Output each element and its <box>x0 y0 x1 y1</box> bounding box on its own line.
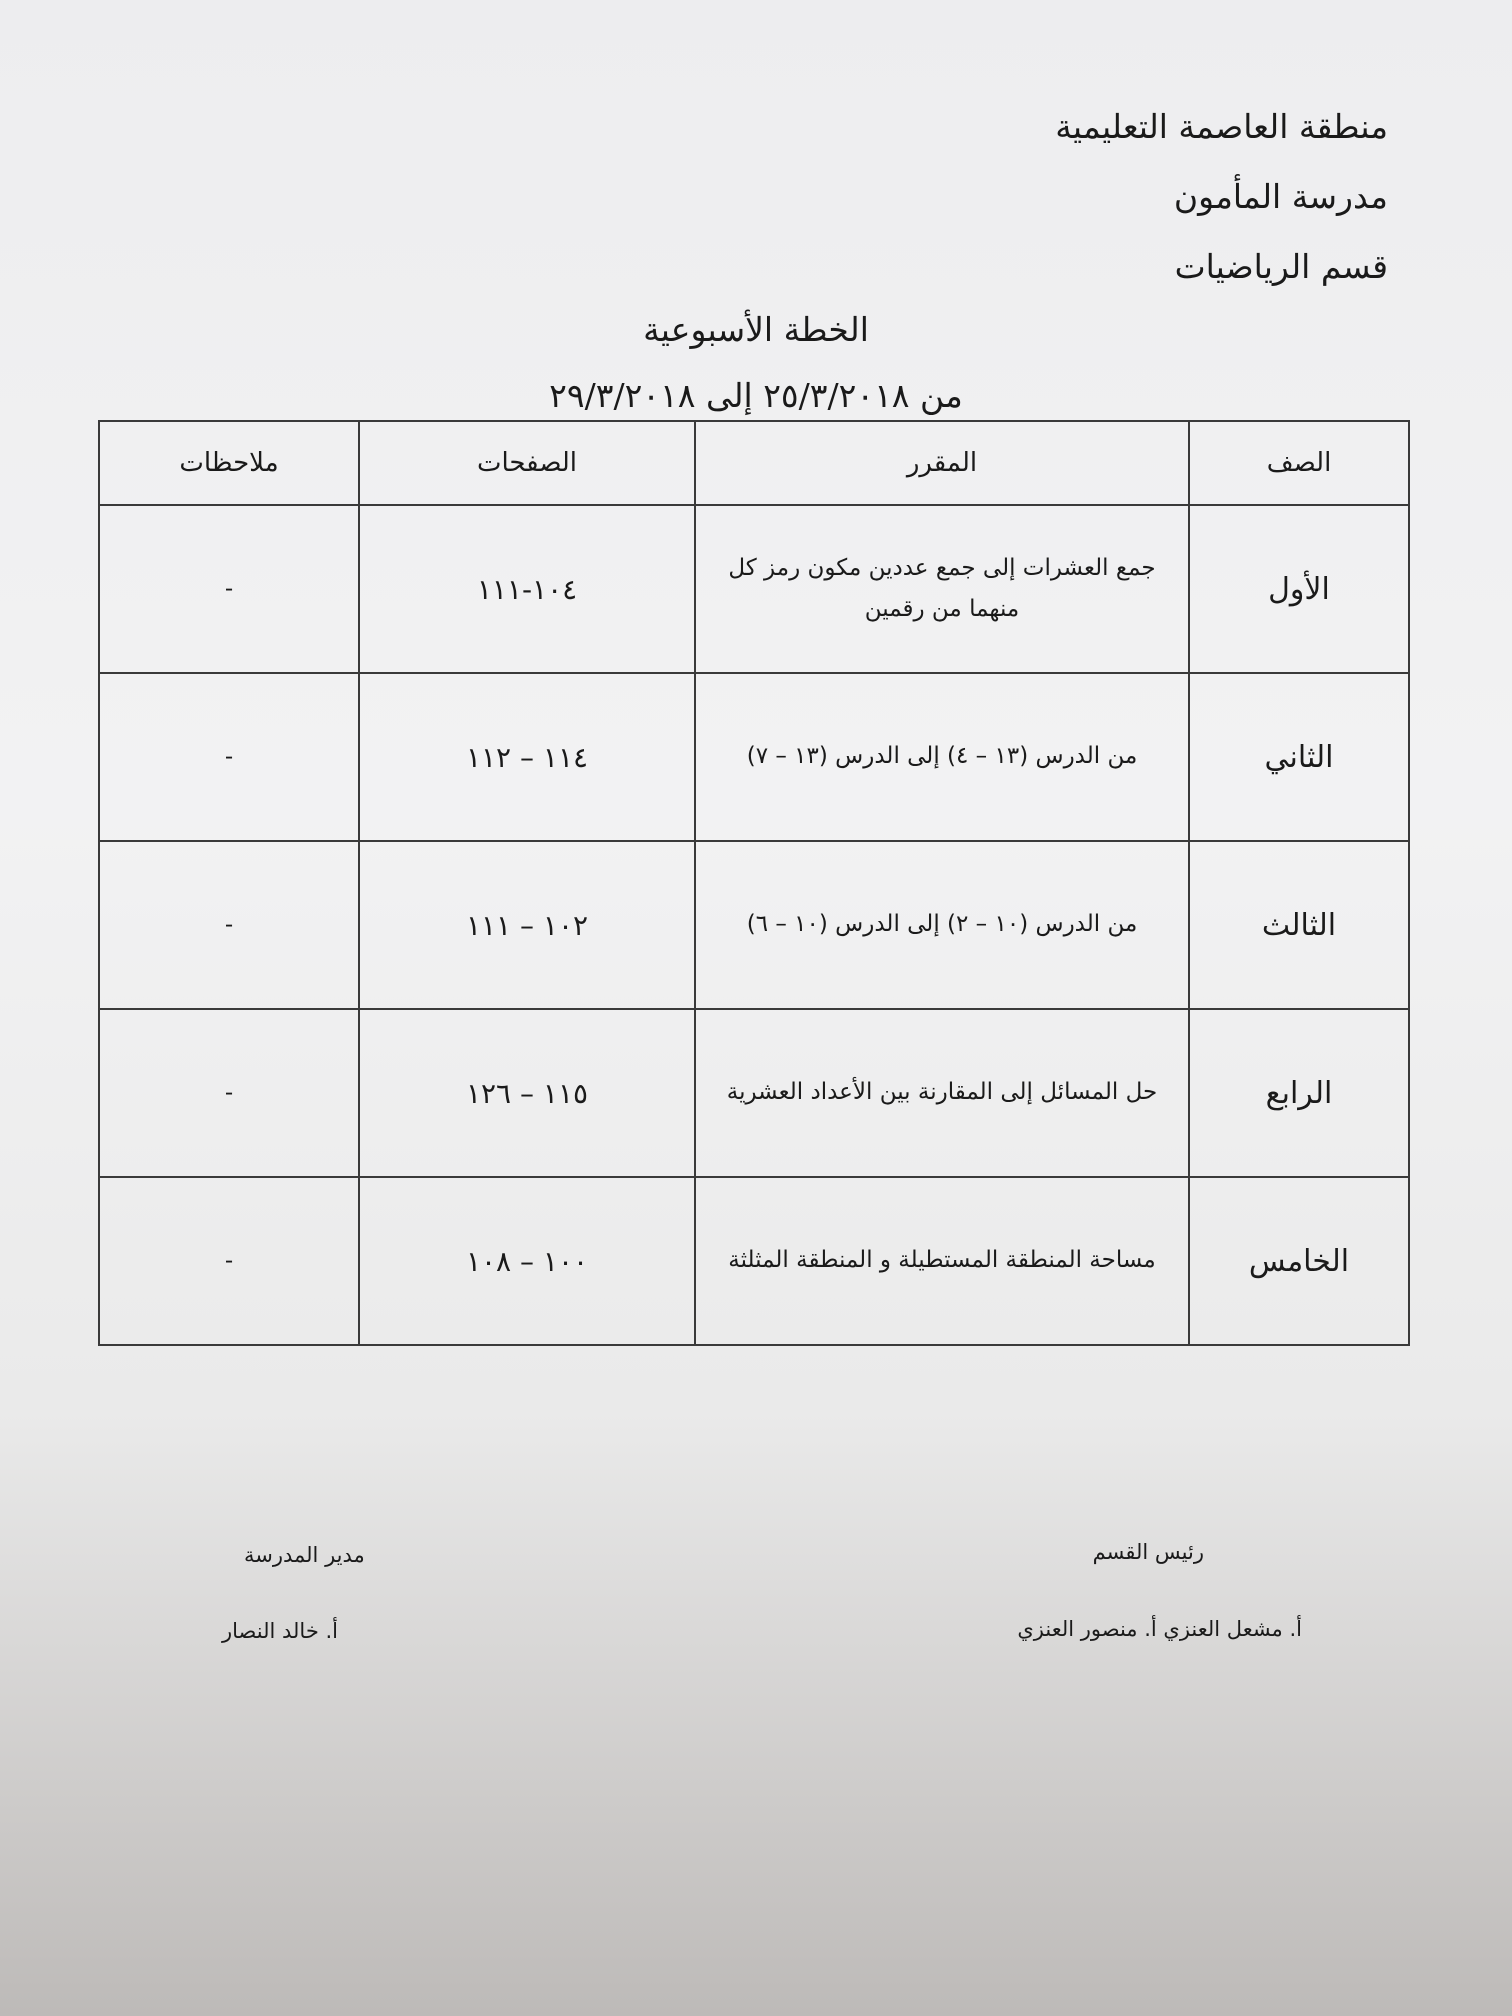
table-row <box>99 841 1409 1009</box>
course-cell: من الدرس (١٣ – ٤) إلى الدرس (١٣ – ٧) <box>695 673 1189 841</box>
table-row <box>99 1009 1409 1177</box>
pages-cell: ١١٤ – ١١٢ <box>359 673 695 841</box>
table-row <box>99 505 1409 673</box>
principal-name: أ. خالد النصار <box>222 1619 338 1643</box>
grade-cell: الثالث <box>1189 841 1409 1009</box>
pages-cell: ١٠٢ – ١١١ <box>359 841 695 1009</box>
pages-cell: ١٠٠ – ١٠٨ <box>359 1177 695 1345</box>
course-cell: جمع العشرات إلى جمع عددين مكون رمز كل منهما من رقمين <box>695 505 1189 673</box>
header-grade: الصف <box>1189 421 1409 505</box>
course-cell: حل المسائل إلى المقارنة بين الأعداد العشرية <box>695 1009 1189 1177</box>
grade-cell: الثاني <box>1189 673 1409 841</box>
notes-cell: - <box>99 1177 359 1345</box>
department-name: قسم الرياضيات <box>1174 247 1388 286</box>
table-row <box>99 673 1409 841</box>
header-pages: الصفحات <box>359 421 695 505</box>
notes-cell: - <box>99 505 359 673</box>
school-header <box>1055 92 1388 302</box>
course-cell: من الدرس (١٠ – ٢) إلى الدرس (١٠ – ٦) <box>695 841 1189 1009</box>
pages-cell: ١١٥ – ١٢٦ <box>359 1009 695 1177</box>
pages-cell: ١٠٤-١١١ <box>359 505 695 673</box>
grade-cell: الخامس <box>1189 1177 1409 1345</box>
department-head-title: رئيس القسم <box>1092 1540 1204 1564</box>
notes-cell: - <box>99 673 359 841</box>
header-course: المقرر <box>695 421 1189 505</box>
department-head-names: أ. مشعل العنزي أ. منصور العنزي <box>1017 1617 1302 1641</box>
table-header-row <box>99 421 1409 505</box>
notes-cell: - <box>99 841 359 1009</box>
grade-cell: الرابع <box>1189 1009 1409 1177</box>
course-cell: مساحة المنطقة المستطيلة و المنطقة المثلثة <box>695 1177 1189 1345</box>
notes-cell: - <box>99 1009 359 1177</box>
region-name: منطقة العاصمة التعليمية <box>1055 107 1388 146</box>
weekly-plan-table <box>98 420 1410 1346</box>
header-notes: ملاحظات <box>99 421 359 505</box>
table-row <box>99 1177 1409 1345</box>
plan-date-range: من ٢٥/٣/٢٠١٨ إلى ٢٩/٣/٢٠١٨ <box>549 376 963 415</box>
plan-title: الخطة الأسبوعية <box>643 310 869 349</box>
school-name: مدرسة المأمون <box>1173 177 1388 216</box>
grade-cell: الأول <box>1189 505 1409 673</box>
principal-title: مدير المدرسة <box>244 1543 365 1567</box>
